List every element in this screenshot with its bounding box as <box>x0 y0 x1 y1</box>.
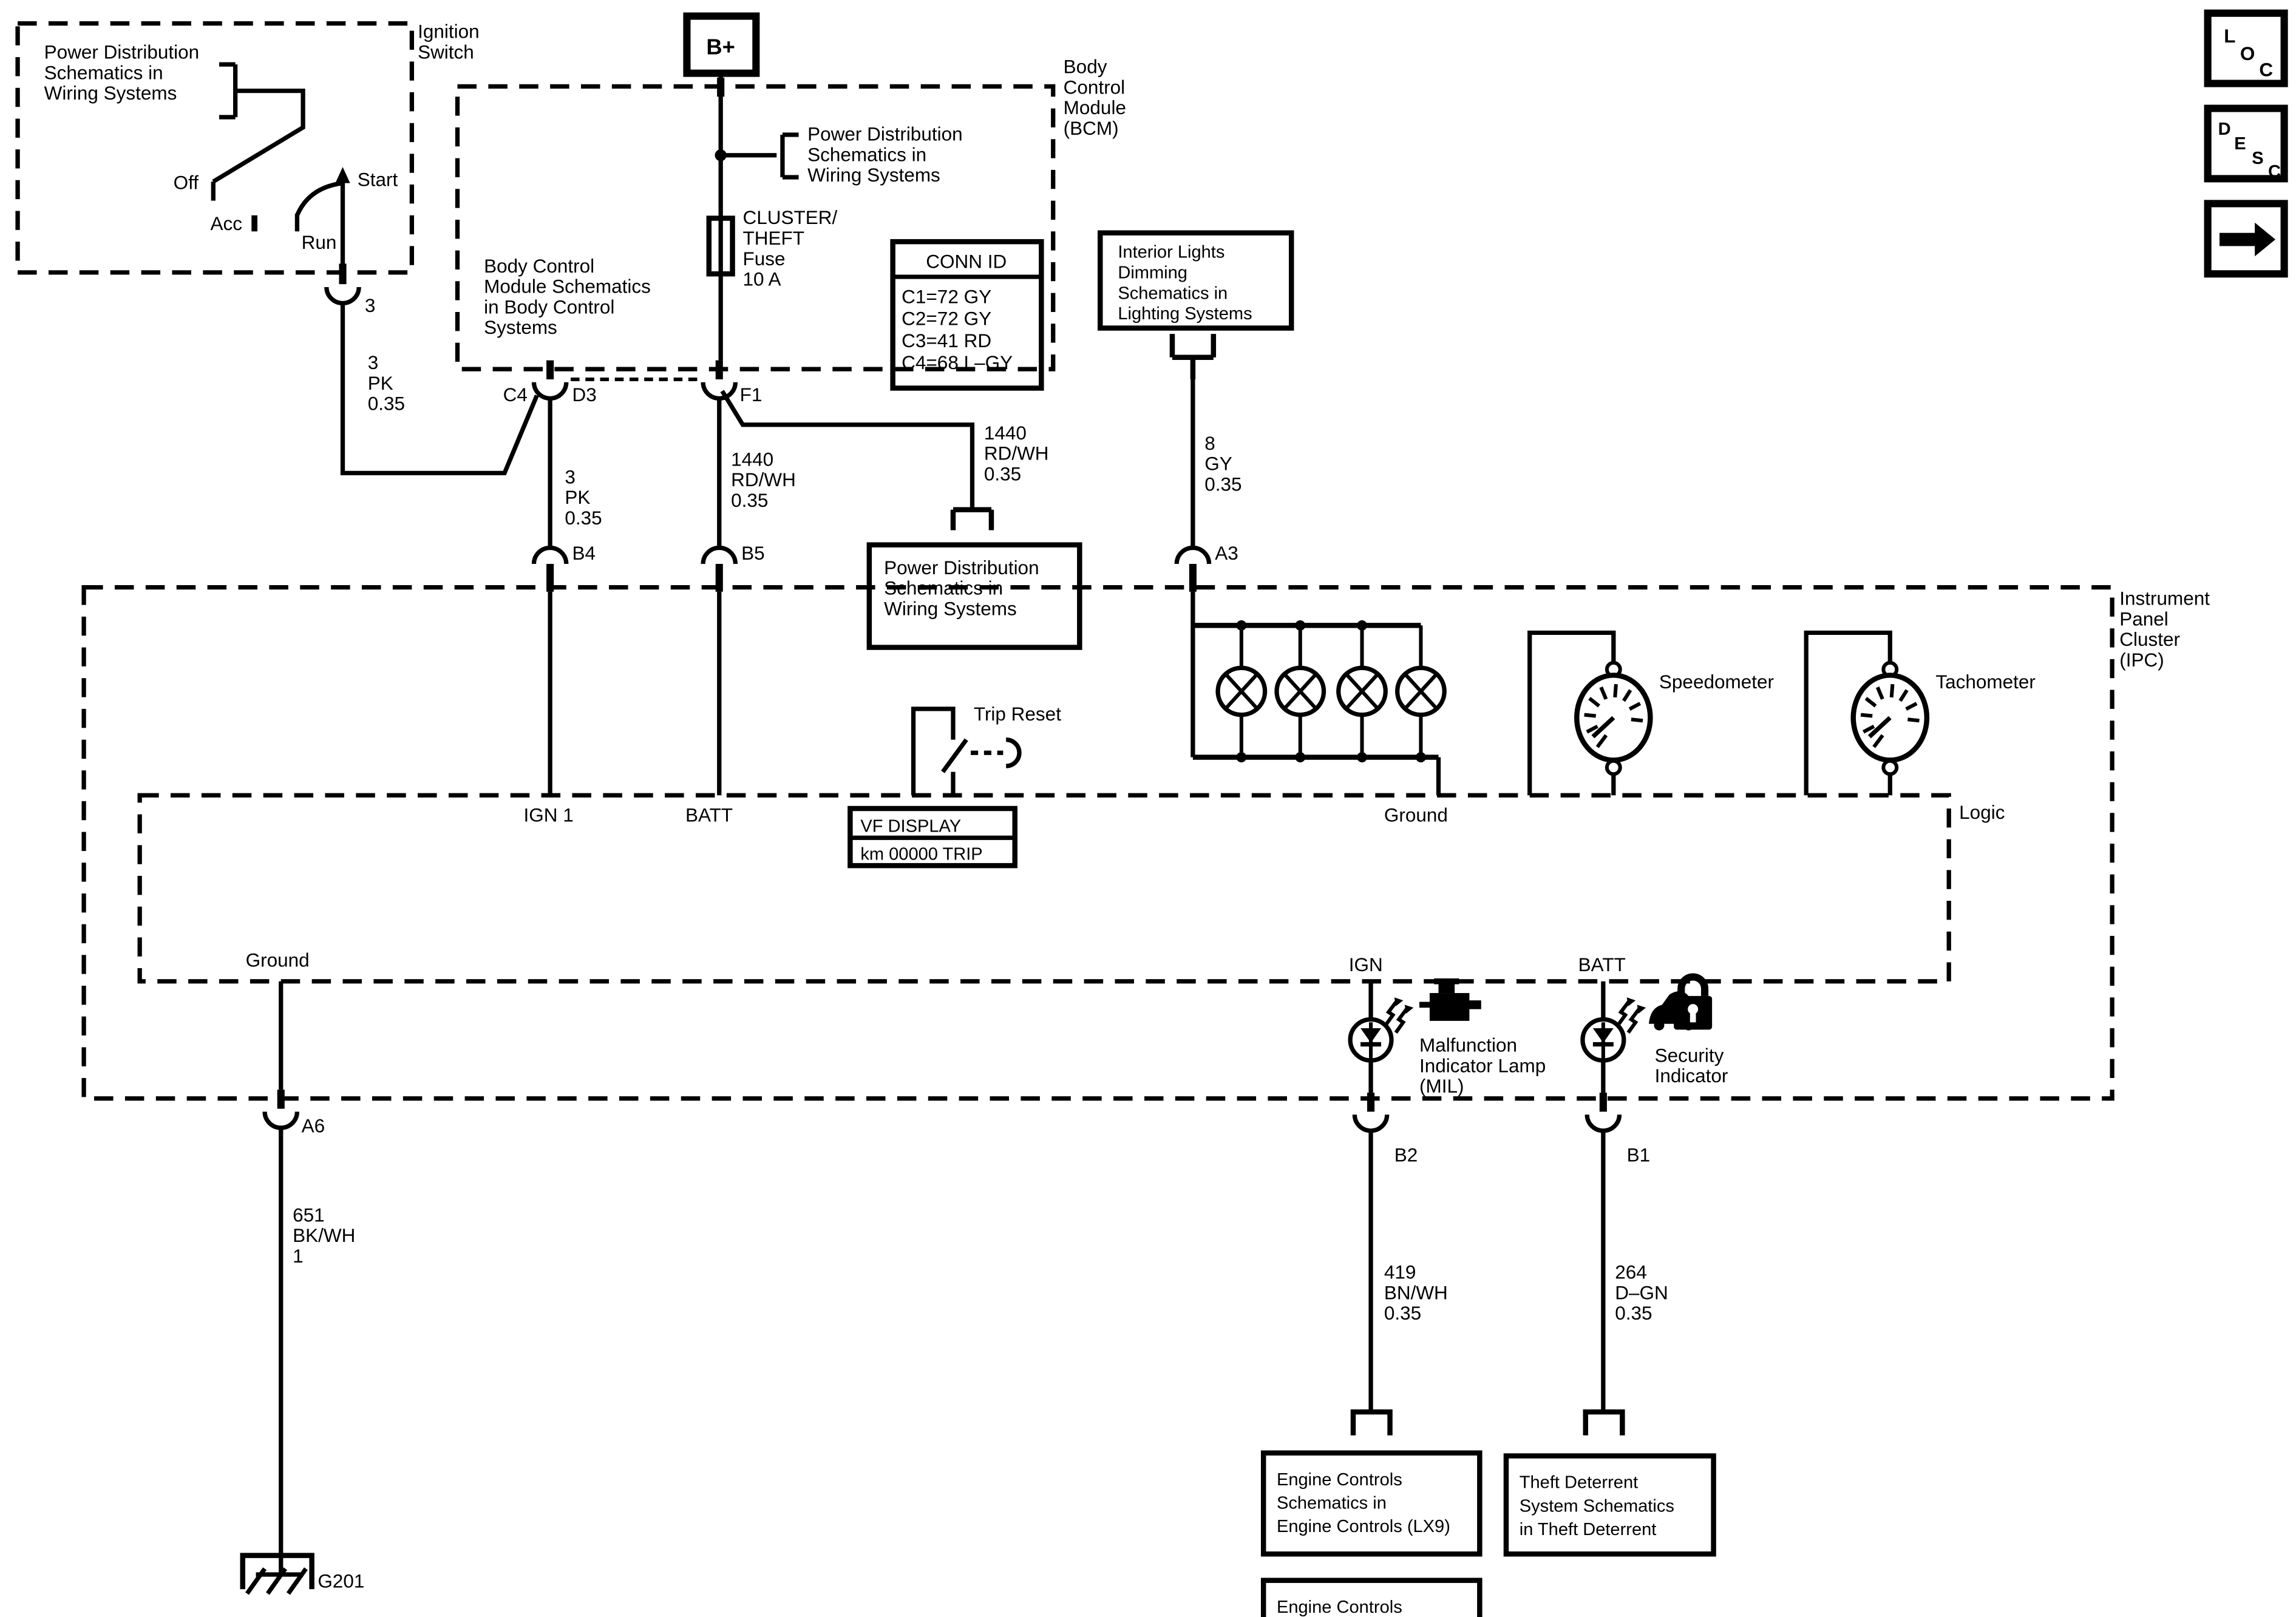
a6-label: A6 <box>301 1115 325 1137</box>
pd-callout2-line2: Schematics in <box>807 144 927 166</box>
c4-socket-icon <box>534 382 566 399</box>
sec-label-line2: Indicator <box>1654 1065 1728 1087</box>
td-line3: in Theft Deterrent <box>1519 1519 1657 1539</box>
lx9-bracket-icon <box>1353 1412 1390 1436</box>
start-ramp <box>297 183 342 215</box>
conn-id-row4: C4=68 L–GY <box>902 352 1013 374</box>
conn3-label: 3 <box>364 295 376 316</box>
w419-3: 0.35 <box>1384 1303 1422 1324</box>
conn-id-title: CONN ID <box>926 251 1007 273</box>
w8gy-1: 8 <box>1204 432 1215 454</box>
ground-label: Ground <box>245 949 310 971</box>
engine-icon <box>1419 978 1481 1021</box>
lamp-icon <box>1398 625 1445 757</box>
lx9-line3: Engine Controls (LX9) <box>1276 1517 1450 1537</box>
ignition-title-line1: Ignition <box>418 21 480 42</box>
bcm-title-line4: (BCM) <box>1063 118 1119 139</box>
car-lock-icon <box>1649 977 1712 1031</box>
lamp-icon <box>1277 625 1324 757</box>
desc-letter-d: D <box>2218 120 2231 139</box>
bcm-title-line3: Module <box>1063 97 1126 119</box>
bcm-schem-line4: Systems <box>484 317 557 339</box>
loc-letter-o: O <box>2240 42 2255 64</box>
pd-callout2-line3: Wiring Systems <box>807 164 940 186</box>
sec-batt-label: BATT <box>1578 954 1626 975</box>
bcm-schem-line1: Body Control <box>484 255 595 277</box>
b2-label: B2 <box>1394 1144 1418 1166</box>
bcm-title-line1: Body <box>1063 56 1107 78</box>
td-line2: System Schematics <box>1519 1496 1674 1516</box>
loc-letter-c: C <box>2259 59 2274 81</box>
ipc-title-line1: Instrument <box>2119 588 2210 609</box>
wire3pk-b1: 3 <box>565 466 576 488</box>
callout-bracket-icon <box>219 64 236 117</box>
next-page-button[interactable] <box>2208 203 2284 274</box>
w1440b-1: 1440 <box>983 422 1027 444</box>
desc-button[interactable] <box>2208 109 2284 181</box>
mil-led-icon <box>1350 981 1413 1093</box>
c4-label: C4 <box>503 384 528 406</box>
mil-label-line2: Indicator Lamp <box>1419 1055 1546 1077</box>
b1-socket-icon <box>1587 1114 1619 1131</box>
callout-bracket2-icon <box>783 135 799 177</box>
off-label: Off <box>173 172 199 194</box>
ipc-title-line3: Cluster <box>2119 629 2180 651</box>
pd-box-line2: Schematics in <box>884 577 1004 599</box>
trip-blade <box>943 740 966 772</box>
w8gy-3: 0.35 <box>1204 473 1242 495</box>
ignition-title-line2: Switch <box>418 41 474 63</box>
w264-3: 0.35 <box>1615 1303 1652 1324</box>
theft-bracket-icon <box>1586 1412 1623 1436</box>
trip-reset-label: Trip Reset <box>973 703 1061 725</box>
vf-line2: km 00000 TRIP <box>860 844 983 864</box>
loc-letter-l: L <box>2224 25 2236 47</box>
pd-box-line1: Power Distribution <box>884 557 1039 578</box>
desc-letter-e: E <box>2234 134 2246 154</box>
b4-socket-icon <box>534 547 566 564</box>
b5-label: B5 <box>741 542 765 564</box>
w264-2: D–GN <box>1615 1282 1668 1304</box>
fuse-label-line2: THEFT <box>742 228 804 249</box>
b5-socket-icon <box>703 547 735 564</box>
run-label: Run <box>301 232 337 254</box>
pd-callout2-line1: Power Distribution <box>807 123 963 145</box>
w419-1: 419 <box>1384 1261 1416 1283</box>
vf-line1: VF DISPLAY <box>860 816 962 836</box>
w651-3: 1 <box>293 1246 304 1267</box>
f1-label: F1 <box>739 384 763 406</box>
pd-box-bracket-icon <box>953 510 991 531</box>
ign-callout-line2: Schematics in <box>44 62 163 84</box>
acc-label: Acc <box>210 212 242 234</box>
conn-id-row2: C2=72 GY <box>902 308 992 330</box>
sec-label-line1: Security <box>1654 1045 1724 1066</box>
fuse-label-line3: Fuse <box>742 248 786 270</box>
logic-label: Logic <box>1959 801 2005 823</box>
ign-callout-line3: Wiring Systems <box>44 83 177 104</box>
mil-label-line1: Malfunction <box>1419 1034 1518 1056</box>
w1440a-2: RD/WH <box>731 469 796 491</box>
bcm-schem-line3: in Body Control <box>484 296 615 318</box>
fuse-label-line1: CLUSTER/ <box>742 207 838 229</box>
mil-label-line3: (MIL) <box>1419 1076 1464 1097</box>
ignition-switch-symbol <box>44 42 398 273</box>
w264-1: 264 <box>1615 1261 1647 1283</box>
wire3pk-b2: PK <box>565 487 591 509</box>
il-line1: Interior Lights <box>1118 242 1225 262</box>
loc-button[interactable] <box>2208 13 2284 84</box>
il-line4: Lighting Systems <box>1118 304 1252 324</box>
ign1-pin-label: IGN 1 <box>523 804 574 826</box>
ipc-title-line4: (IPC) <box>2119 649 2164 671</box>
b1-label: B1 <box>1626 1144 1651 1166</box>
td-line1: Theft Deterrent <box>1519 1473 1639 1493</box>
desc-letter-s: S <box>2252 149 2264 169</box>
lamp-icon <box>1218 625 1265 757</box>
speedometer-gauge <box>1530 632 1651 795</box>
w1440b-3: 0.35 <box>983 463 1022 485</box>
tachometer-label: Tachometer <box>1935 671 2036 693</box>
wire3pk-a1: 3 <box>367 352 379 374</box>
il-line3: Schematics in <box>1118 283 1228 303</box>
wire3pk-a2: PK <box>367 372 393 394</box>
conn-id-row3: C3=41 RD <box>902 330 992 351</box>
w8gy-2: GY <box>1204 453 1232 475</box>
wire3pk-a3: 0.35 <box>367 393 405 415</box>
lx9-line1: Engine Controls <box>1276 1470 1402 1490</box>
w1440a-3: 0.35 <box>731 489 769 511</box>
switch-blade <box>213 91 303 201</box>
fuse-label-line4: 10 A <box>742 268 781 290</box>
pd-box-line3: Wiring Systems <box>884 598 1017 620</box>
il-line2: Dimming <box>1118 263 1187 283</box>
bplus-label: B+ <box>706 34 735 59</box>
bcm-title-line2: Control <box>1063 76 1126 98</box>
ipc-inner-box <box>140 795 1949 981</box>
lamp-ground-label: Ground <box>1384 804 1448 826</box>
tachometer-gauge <box>1806 632 1927 795</box>
a3-socket-icon <box>1177 547 1209 564</box>
b2-socket-icon <box>1354 1114 1387 1131</box>
f1-socket-icon <box>703 382 735 399</box>
d3-label: D3 <box>572 384 597 406</box>
w1440b-2: RD/WH <box>983 442 1049 464</box>
w419-2: BN/WH <box>1384 1282 1448 1304</box>
b4-label: B4 <box>572 542 596 564</box>
speedometer-label: Speedometer <box>1659 671 1774 693</box>
desc-letter-c: C <box>2267 162 2281 181</box>
illumination-lamp-bank <box>1193 592 1444 795</box>
ipc-title-line2: Panel <box>2119 608 2169 630</box>
arrow-right-icon <box>2220 223 2275 257</box>
batt-pin-label: BATT <box>685 804 733 826</box>
w651-1: 651 <box>293 1204 325 1226</box>
w651-2: BK/WH <box>293 1225 356 1247</box>
lx9-line2: Schematics in <box>1276 1493 1387 1513</box>
trip-contact-icon <box>1006 740 1019 766</box>
a6-socket-icon <box>265 1112 297 1128</box>
mil-ign-label: IGN <box>1348 954 1383 975</box>
w1440a-1: 1440 <box>731 449 774 470</box>
ground-symbol-icon <box>243 1556 312 1594</box>
conn-id-row1: C1=72 GY <box>902 286 992 308</box>
g201-label: G201 <box>318 1570 365 1592</box>
l61-line1: Engine Controls <box>1276 1597 1402 1617</box>
a3-label: A3 <box>1215 542 1238 564</box>
start-label: Start <box>357 169 398 191</box>
wire3pk-b3: 0.35 <box>565 507 602 529</box>
ign-callout-line1: Power Distribution <box>44 41 200 63</box>
security-led-icon <box>1583 981 1646 1093</box>
arrow-up-icon <box>335 167 350 183</box>
bcm-schem-line2: Module Schematics <box>484 276 651 297</box>
lamp-icon <box>1339 625 1386 757</box>
il-bracket-icon <box>1172 334 1214 379</box>
conn3-socket-icon <box>327 287 359 303</box>
